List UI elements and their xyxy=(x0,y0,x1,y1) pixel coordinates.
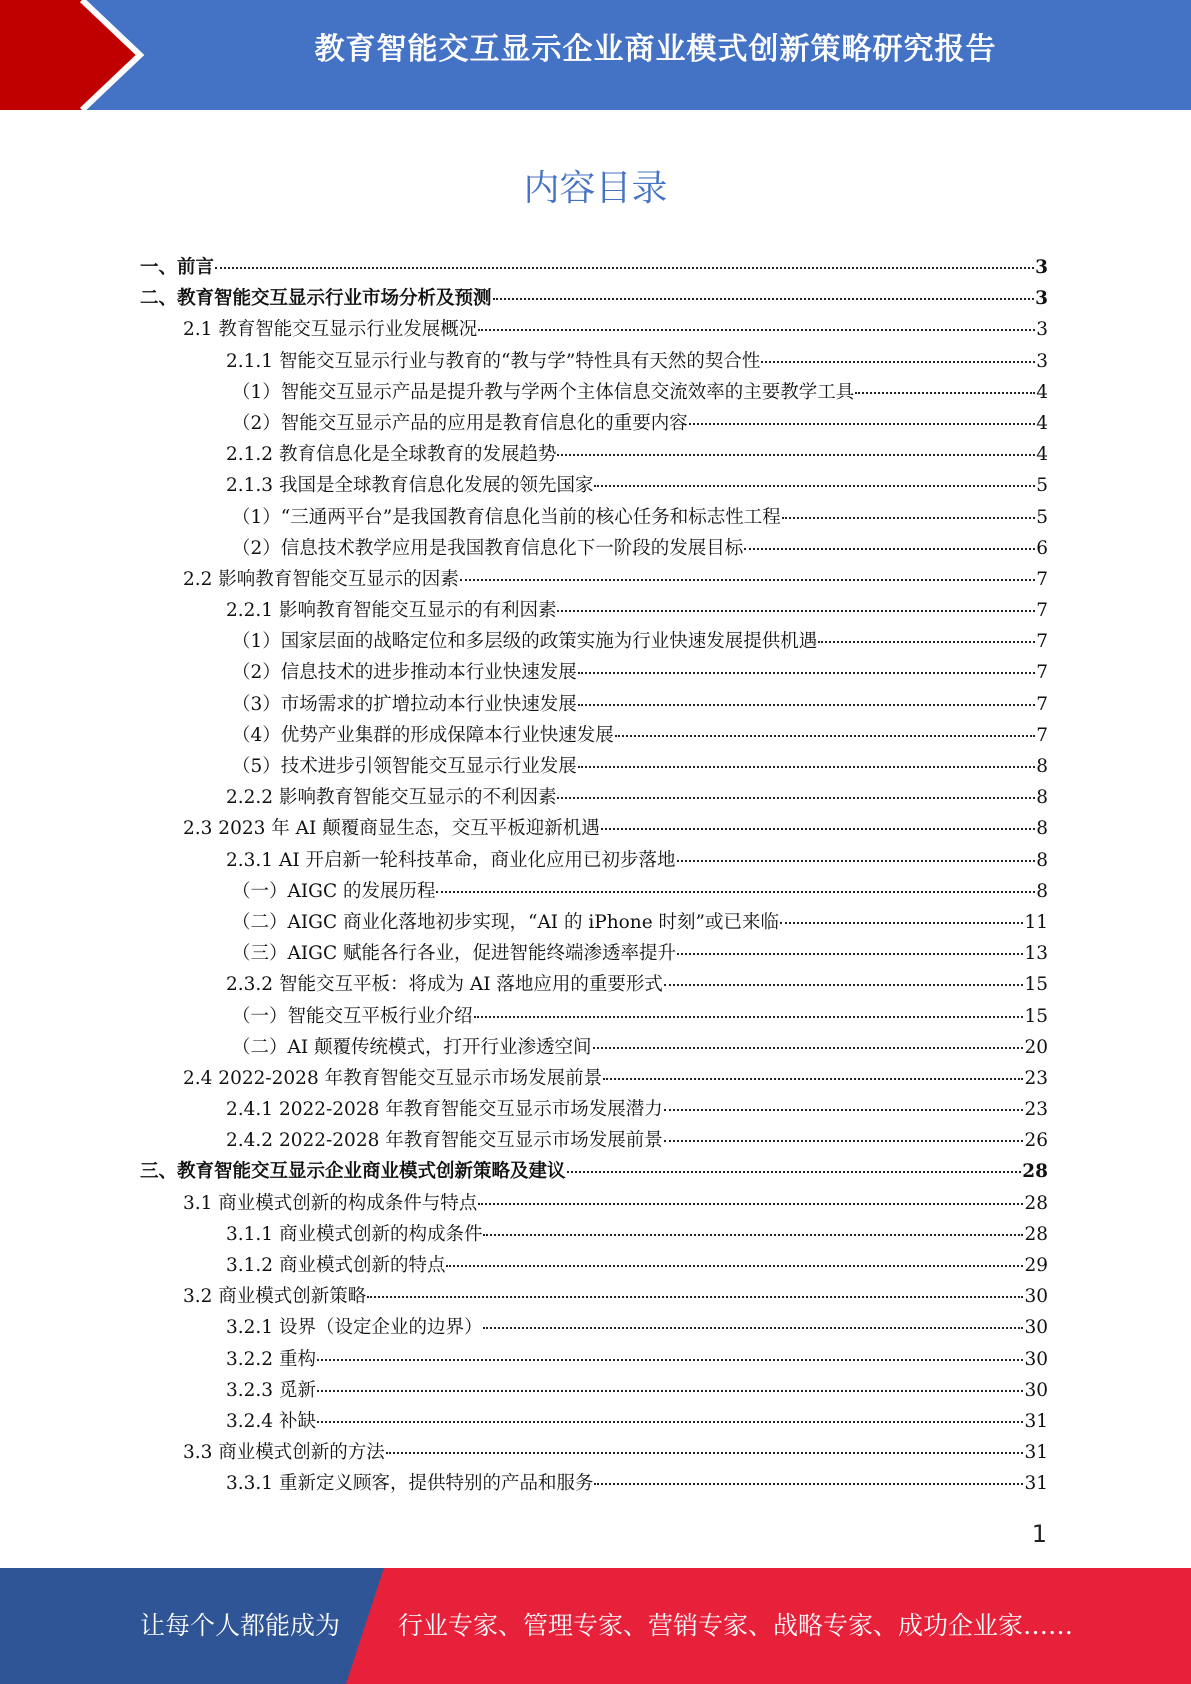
toc-entry-label: （3）市场需求的扩增拉动本行业快速发展 xyxy=(232,693,577,715)
toc-entry-page: 4 xyxy=(1036,444,1048,466)
toc-entry[interactable] xyxy=(140,471,1048,502)
toc-entry[interactable] xyxy=(140,1033,1048,1064)
toc-entry-page: 15 xyxy=(1024,974,1048,996)
toc-dot-leader xyxy=(367,1296,1023,1298)
toc-entry-label: 3.3 商业模式创新的方法 xyxy=(183,1442,385,1464)
toc-dot-leader xyxy=(478,1203,1023,1205)
toc-entry[interactable] xyxy=(140,565,1048,596)
toc-entry[interactable] xyxy=(140,1220,1048,1251)
toc-entry[interactable] xyxy=(140,1251,1048,1282)
toc-entry-page: 28 xyxy=(1024,1192,1048,1214)
toc-dot-leader xyxy=(594,485,1035,487)
toc-entry-page: 3 xyxy=(1035,288,1048,310)
toc-entry[interactable] xyxy=(140,596,1048,627)
toc-entry-page: 26 xyxy=(1024,1130,1048,1152)
toc-entry-label: （2）信息技术教学应用是我国教育信息化下一阶段的发展目标 xyxy=(232,537,744,559)
toc-entry-page: 7 xyxy=(1036,662,1048,684)
toc-entry[interactable] xyxy=(140,1095,1048,1126)
toc-entry-page: 28 xyxy=(1022,1161,1048,1183)
toc-entry-label: 2.2 影响教育智能交互显示的因素 xyxy=(183,568,459,590)
toc-entry[interactable] xyxy=(140,347,1048,378)
toc-dot-leader xyxy=(317,1421,1024,1423)
toc-entry[interactable] xyxy=(140,1157,1048,1188)
toc-entry-label: 3.2 商业模式创新策略 xyxy=(183,1286,367,1308)
toc-dot-leader xyxy=(855,392,1035,394)
toc-entry-page: 30 xyxy=(1024,1379,1048,1401)
toc-dot-leader xyxy=(386,1452,1024,1454)
page-number: 1 xyxy=(1031,1520,1047,1548)
footer-slogan-right: 行业专家、管理专家、营销专家、战略专家、成功企业家…… xyxy=(398,1611,1074,1640)
toc-dot-leader xyxy=(460,579,1035,581)
toc-dot-leader xyxy=(474,1016,1024,1018)
toc-dot-leader xyxy=(483,1234,1023,1236)
toc-entry-label: （一）AIGC 的发展历程 xyxy=(232,880,436,902)
toc-entry-page: 8 xyxy=(1036,818,1048,840)
toc-entry[interactable] xyxy=(140,846,1048,877)
toc-entry-label: （二）AI 颠覆传统模式，打开行业渗透空间 xyxy=(232,1036,592,1058)
toc-dot-leader xyxy=(446,1265,1023,1267)
toc-entry-label: 2.1 教育智能交互显示行业发展概况 xyxy=(183,319,478,341)
toc-entry[interactable] xyxy=(140,1407,1048,1438)
toc-entry-label: 3.1.1 商业模式创新的构成条件 xyxy=(226,1223,483,1245)
toc-entry-page: 7 xyxy=(1036,568,1048,590)
toc-dot-leader xyxy=(567,1171,1022,1173)
toc-dot-leader xyxy=(493,298,1035,300)
toc-entry[interactable] xyxy=(140,284,1048,315)
toc-entry-page: 29 xyxy=(1024,1255,1048,1276)
toc-entry-label: （1）国家层面的战略定位和多层级的政策实施为行业快速发展提供机遇 xyxy=(232,631,818,653)
toc-dot-leader xyxy=(689,423,1035,425)
toc-dot-leader xyxy=(578,766,1035,768)
toc-entry-page: 8 xyxy=(1036,880,1048,902)
toc-dot-leader xyxy=(601,828,1036,830)
toc-entry-page: 7 xyxy=(1036,631,1048,653)
toc-entry-page: 6 xyxy=(1036,537,1048,559)
toc-entry-label: 3.1.2 商业模式创新的特点 xyxy=(226,1255,446,1276)
toc-entry-label: （1）“三通两平台”是我国教育信息化当前的核心任务和标志性工程 xyxy=(232,506,781,528)
toc-entry-page: 8 xyxy=(1036,787,1048,809)
toc-entry-label: （4）优势产业集群的形成保障本行业快速发展 xyxy=(232,724,614,746)
toc-entry-label: 2.3 2023 年 AI 颠覆商显生态，交互平板迎新机遇 xyxy=(183,818,600,840)
toc-entry-page: 3 xyxy=(1035,257,1048,278)
toc-dot-leader xyxy=(593,1047,1024,1049)
toc-entry-label: （2）信息技术的进步推动本行业快速发展 xyxy=(232,662,577,684)
toc-dot-leader xyxy=(761,361,1035,363)
toc-dot-leader xyxy=(483,1327,1023,1329)
toc-entry-label: 一、前言 xyxy=(140,257,215,278)
toc-dot-leader xyxy=(557,797,1035,799)
toc-entry-label: 2.4 2022-2028 年教育智能交互显示市场发展前景 xyxy=(183,1067,603,1089)
toc-dot-leader xyxy=(664,1140,1024,1142)
toc-entry-page: 11 xyxy=(1024,911,1048,933)
toc-entry[interactable] xyxy=(140,503,1048,534)
toc-entry-label: 3.2.3 觅新 xyxy=(226,1379,316,1401)
toc-entry-page: 8 xyxy=(1036,849,1048,871)
toc-entry-label: 2.1.1 智能交互显示行业与教育的“教与学”特性具有天然的契合性 xyxy=(226,350,761,372)
toc-dot-leader xyxy=(677,953,1023,955)
toc-entry-label: 二、教育智能交互显示行业市场分析及预测 xyxy=(140,288,492,310)
toc-entry-page: 7 xyxy=(1036,600,1048,622)
toc-entry[interactable] xyxy=(140,253,1048,284)
toc-entry-page: 7 xyxy=(1036,724,1048,746)
page-footer xyxy=(0,1568,1191,1684)
toc-dot-leader xyxy=(578,704,1035,706)
toc-entry[interactable] xyxy=(140,814,1048,845)
toc-entry-label: 2.1.3 我国是全球教育信息化发展的领先国家 xyxy=(226,475,594,497)
toc-entry[interactable] xyxy=(140,534,1048,565)
toc-entry-page: 15 xyxy=(1024,1005,1048,1027)
toc-entry[interactable] xyxy=(140,908,1048,939)
toc-entry[interactable] xyxy=(140,1282,1048,1313)
toc-dot-leader xyxy=(782,517,1036,519)
toc-entry-label: （2）智能交互显示产品的应用是教育信息化的重要内容 xyxy=(232,412,688,434)
toc-entry-label: 3.2.4 补缺 xyxy=(226,1410,316,1432)
toc-entry[interactable] xyxy=(140,877,1048,908)
toc-dot-leader xyxy=(594,1483,1023,1485)
toc-entry-page: 8 xyxy=(1036,756,1048,777)
toc-entry-label: 3.2.1 设界（设定企业的边界） xyxy=(226,1317,483,1339)
toc-entry-label: 3.1 商业模式创新的构成条件与特点 xyxy=(183,1192,478,1214)
toc-entry-label: 2.2.2 影响教育智能交互显示的不利因素 xyxy=(226,787,557,809)
toc-entry-page: 20 xyxy=(1024,1036,1048,1058)
toc-entry[interactable] xyxy=(140,690,1048,721)
toc-entry-page: 4 xyxy=(1036,381,1048,403)
toc-entry-label: （三）AIGC 赋能各行各业，促进智能终端渗透率提升 xyxy=(232,943,676,965)
toc-dot-leader xyxy=(780,922,1023,924)
toc-entry-page: 30 xyxy=(1024,1317,1048,1339)
toc-entry-label: 3.2.2 重构 xyxy=(226,1348,316,1370)
toc-entry[interactable] xyxy=(140,1126,1048,1157)
toc-entry-page: 5 xyxy=(1036,475,1048,497)
toc-entry[interactable] xyxy=(140,658,1048,689)
toc-entry[interactable] xyxy=(140,315,1048,346)
toc-entry-page: 4 xyxy=(1036,412,1048,434)
toc-entry-label: 2.3.2 智能交互平板：将成为 AI 落地应用的重要形式 xyxy=(226,974,663,996)
toc-dot-leader xyxy=(557,610,1035,612)
toc-entry[interactable] xyxy=(140,627,1048,658)
toc-entry-label: （二）AIGC 商业化落地初步实现，“AI 的 iPhone 时刻”或已来临 xyxy=(232,911,779,933)
toc-entry-label: （一）智能交互平板行业介绍 xyxy=(232,1005,473,1027)
toc-entry-page: 31 xyxy=(1024,1473,1048,1495)
toc-entry[interactable] xyxy=(140,752,1048,783)
toc-dot-leader xyxy=(664,984,1024,986)
header-arrow-decoration xyxy=(0,0,160,110)
toc-entry-label: 2.2.1 影响教育智能交互显示的有利因素 xyxy=(226,600,557,622)
toc-entry[interactable] xyxy=(140,721,1048,752)
toc-entry[interactable] xyxy=(140,378,1048,409)
toc-entry[interactable] xyxy=(140,1438,1048,1469)
toc-entry-page: 3 xyxy=(1036,319,1048,341)
toc-entry-page: 31 xyxy=(1024,1410,1048,1432)
toc-entry-label: 2.3.1 AI 开启新一轮科技革命，商业化应用已初步落地 xyxy=(226,849,676,871)
toc-entry[interactable] xyxy=(140,1376,1048,1407)
toc-dot-leader xyxy=(664,1109,1024,1111)
toc-entry[interactable] xyxy=(140,1189,1048,1220)
toc-entry-label: 2.1.2 教育信息化是全球教育的发展趋势 xyxy=(226,444,557,466)
toc-entry-page: 13 xyxy=(1024,943,1048,965)
toc-entry-page: 30 xyxy=(1024,1286,1048,1308)
toc-entry-label: 2.4.2 2022-2028 年教育智能交互显示市场发展前景 xyxy=(226,1130,663,1152)
report-title: 教育智能交互显示企业商业模式创新策略研究报告 xyxy=(314,32,997,67)
toc-entry-label: 2.4.1 2022-2028 年教育智能交互显示市场发展潜力 xyxy=(226,1099,663,1121)
toc-dot-leader xyxy=(603,1078,1023,1080)
toc-entry-page: 23 xyxy=(1024,1067,1048,1089)
toc-dot-leader xyxy=(436,891,1035,893)
toc-dot-leader xyxy=(818,641,1035,643)
toc-entry-page: 31 xyxy=(1024,1442,1048,1464)
table-of-contents xyxy=(140,253,1048,1501)
toc-entry-page: 28 xyxy=(1024,1223,1048,1245)
toc-entry[interactable] xyxy=(140,1469,1048,1500)
toc-dot-leader xyxy=(578,672,1035,674)
toc-entry[interactable] xyxy=(140,1064,1048,1095)
toc-entry-label: 三、教育智能交互显示企业商业模式创新策略及建议 xyxy=(140,1161,566,1183)
toc-entry-label: （1）智能交互显示产品是提升教与学两个主体信息交流效率的主要教学工具 xyxy=(232,381,855,403)
toc-entry-label: 3.3.1 重新定义顾客，提供特别的产品和服务 xyxy=(226,1473,594,1495)
toc-entry-page: 3 xyxy=(1036,350,1048,372)
toc-entry[interactable] xyxy=(140,1002,1048,1033)
footer-slogan-left: 让每个人都能成为 xyxy=(140,1611,341,1640)
toc-dot-leader xyxy=(317,1390,1024,1392)
toc-heading: 内容目录 xyxy=(523,168,668,209)
toc-dot-leader xyxy=(557,454,1035,456)
toc-entry[interactable] xyxy=(140,1313,1048,1344)
toc-entry-page: 23 xyxy=(1024,1099,1048,1121)
page-header xyxy=(0,0,1191,110)
toc-entry[interactable] xyxy=(140,783,1048,814)
toc-entry-label: （5）技术进步引领智能交互显示行业发展 xyxy=(232,756,577,777)
toc-entry[interactable] xyxy=(140,970,1048,1001)
toc-entry[interactable] xyxy=(140,1345,1048,1376)
toc-entry[interactable] xyxy=(140,939,1048,970)
toc-dot-leader xyxy=(744,548,1035,550)
toc-dot-leader xyxy=(317,1359,1024,1361)
toc-entry-page: 30 xyxy=(1024,1348,1048,1370)
toc-entry-page: 5 xyxy=(1036,506,1048,528)
toc-entry-page: 7 xyxy=(1036,693,1048,715)
toc-dot-leader xyxy=(615,735,1035,737)
toc-dot-leader xyxy=(478,329,1035,331)
toc-entry[interactable] xyxy=(140,409,1048,440)
toc-dot-leader xyxy=(677,860,1036,862)
toc-dot-leader xyxy=(215,267,1034,269)
toc-entry[interactable] xyxy=(140,440,1048,471)
